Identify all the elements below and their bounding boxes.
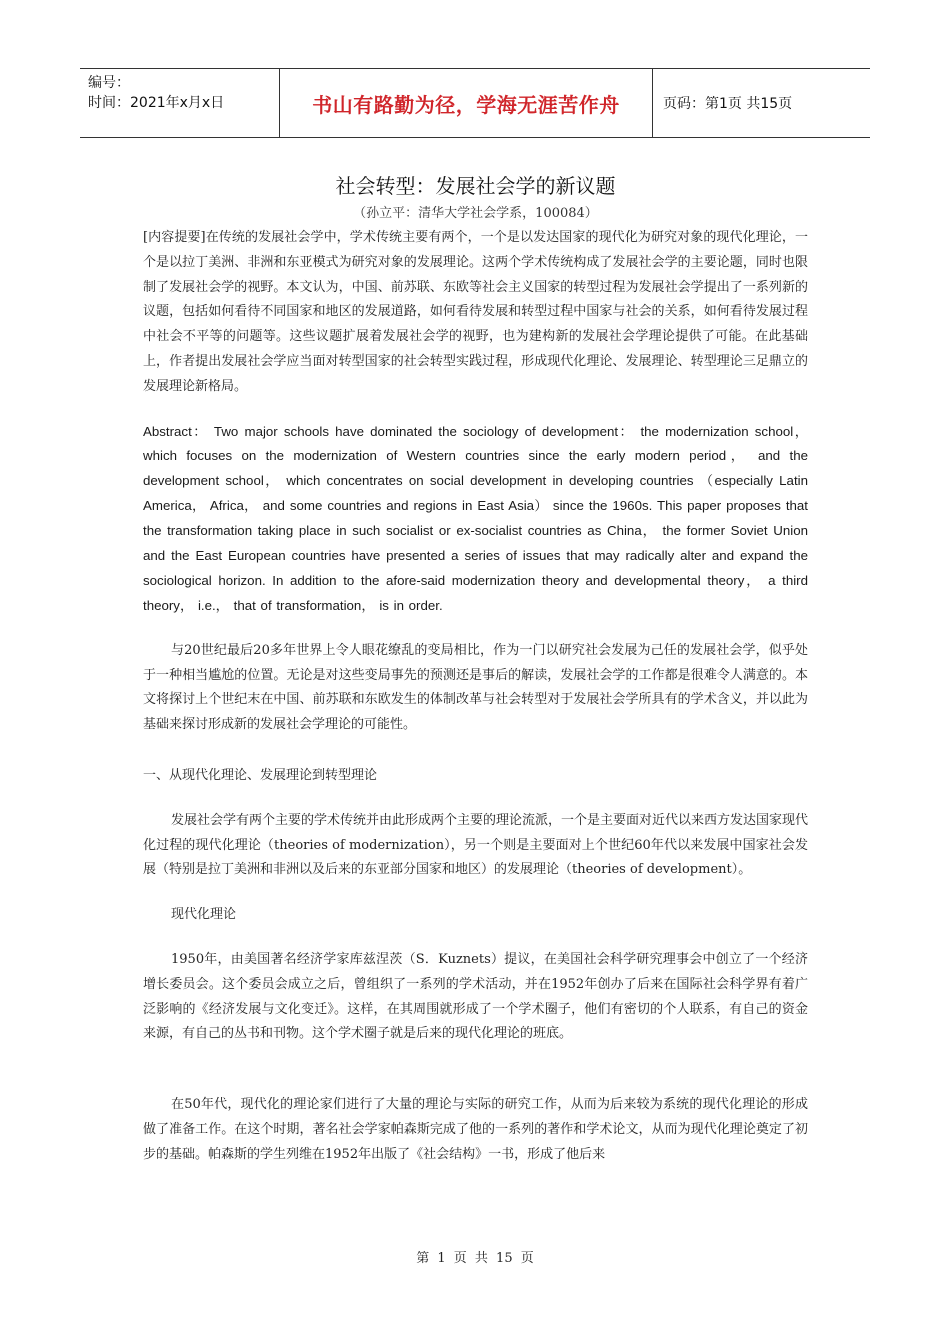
paragraph-1950: 1950年，由美国著名经济学家库兹涅茨（S．Kuznets）提议，在美国社会科学研究理事会中创立了一个经济增长委员会。这个委员会成立之后，曾组织了一系列的学术活动，并在1952年创办了后来在国际社会科学界有着广泛影响的《经济发展与文化变迁》。这样，在其周围就形成了一个学术圈子，他们有密切的个人联系，有自己的资金来源，有自己的丛书和刊物。这个学术圈子就是后来的现代化理论的班底。 [143,952,808,1042]
document-header [80,68,870,138]
paragraph-50s: 在50年代，现代化的理论家们进行了大量的理论与实际的研究工作，从而为后来较为系统的现代化理论的形成做了准备工作。在这个时期，著名社会学家帕森斯完成了他的一系列的著作和学术论文，从而为现代化理论奠定了初步的基础。帕森斯的学生列维在1952年出版了《社会结构》一书，形成了他后来 [143,1097,808,1162]
article-title: 社会转型：发展社会学的新议题 [335,174,616,198]
abstract-english: Abstract： Two major schools have dominated the sociology of development： the modernization school， which focuses on the modernization of Western countries since the early modern period， and the development school， which concentrates on social development in developing countries （especially Latin America， Africa， and some countries and regions in East Asia） since the 1960s. This paper proposes that the transformation taking place in such socialist or ex-socialist countries as China， the former Soviet Union and the East European countries have presented a series of issues that may radically alter and expand the sociological horizon. In addition to the afore-said modernization theory and developmental theory， a third theory， i.e.， that of transformation， is in order. [143,423,808,613]
header-meta-cell [80,69,280,137]
time-label: 时间：2021年x月x日 [88,95,225,111]
section-heading: 一、从现代化理论、发展理论到转型理论 [143,768,378,784]
header-motto: 书山有路勤为径，学海无涯苦作舟 [280,69,653,137]
header-page-info: 页码：第1页 共15页 [663,96,793,112]
article-body [143,172,808,1168]
section-paragraph: 发展社会学有两个主要的学术传统并由此形成两个主要的理论流派，一个是主要面对近代以来西方发达国家现代化过程的现代化理论（theories of modernization），另一个则是主要面对上个世纪60年代以来发展中国家社会发展（特别是拉丁美洲和非洲以及后来的东亚部分国家和地区）的发展理论（theories of development）。 [143,812,809,878]
article-author: （孙立平：清华大学社会学系，100084） [353,206,598,221]
subsection-heading: 现代化理论 [171,907,237,923]
abstract-chinese: [内容提要]在传统的发展社会学中，学术传统主要有两个，一个是以发达国家的现代化为研究对象的现代化理论，一个是以拉丁美洲、非洲和东亚模式为研究对象的发展理论。这两个学术传统构成了发展社会学的主要论题，同时也限制了发展社会学的视野。本文认为，中国、前苏联、东欧等社会主义国家的转型过程为发展社会学提出了一系列新的议题，包括如何看待不同国家和地区的发展道路，如何看待发展和转型过程中国家与社会的关系，如何看待发展过程中社会不平等的问题等。这些议题扩展着发展社会学的视野，也为建构新的发展社会学理论提供了可能。在此基础上，作者提出发展社会学应当面对转型国家的社会转型实践过程，形成现代化理论、发展理论、转型理论三足鼎立的发展理论新格局。 [143,230,808,394]
page-footer: 第 1 页 共 15 页 [416,1251,534,1266]
number-label: 编号： [88,75,130,91]
intro-paragraph: 与20世纪最后20多年世界上令人眼花缭乱的变局相比，作为一门以研究社会发展为己任的发展社会学，似乎处于一种相当尴尬的位置。无论是对这些变局事先的预测还是事后的解读，发展社会学的工作都是很难令人满意的。本文将探讨上个世纪末在中国、前苏联和东欧发生的体制改革与社会转型对于发展社会学所具有的学术含义，并以此为基础来探讨形成新的发展社会学理论的可能性。 [143,642,808,733]
